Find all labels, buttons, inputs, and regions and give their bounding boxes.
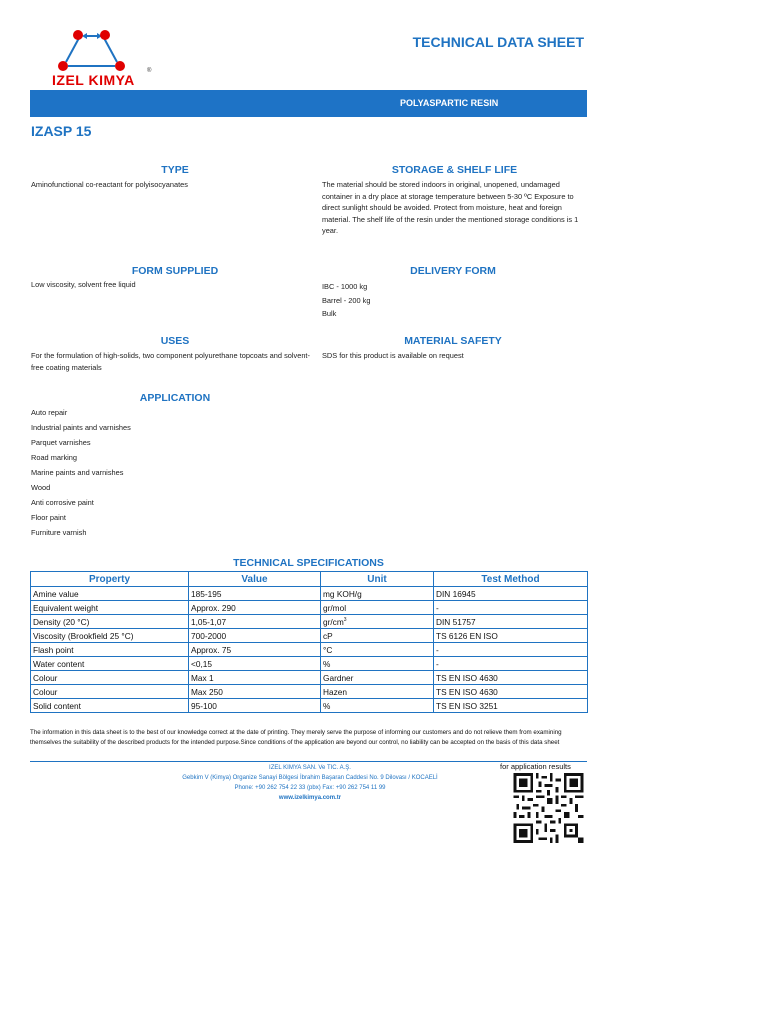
- cell-test-method: DIN 51757: [434, 615, 588, 629]
- cell-property: Colour: [31, 671, 189, 685]
- cell-value: 95-100: [189, 699, 321, 713]
- product-banner: [30, 90, 587, 117]
- footer-website-link[interactable]: www.izelkimya.com.tr: [278, 795, 342, 801]
- specs-table: [30, 571, 588, 713]
- unit-text: gr/cm: [323, 616, 344, 627]
- cell-property: Viscosity (Brookfield 25 °C): [31, 629, 189, 643]
- cell-test-method: TS EN ISO 4630: [434, 685, 588, 699]
- application-item: Marine paints and varnishes: [31, 468, 124, 477]
- table-row: [31, 671, 588, 685]
- storage-title: STORAGE & SHELF LIFE: [391, 164, 518, 176]
- delivery-item: Barrel - 200 kg: [322, 295, 371, 305]
- cell-test-method: TS 6126 EN ISO: [434, 629, 588, 643]
- cell-test-method: -: [434, 601, 588, 615]
- unit-superscript: 3: [343, 616, 347, 623]
- disclaimer-text: The information in this data sheet is to the best of our knowledge correct at the date of printing. They merely serve the purpose of informing our customers and do not relieve them from examining themselves the suitability of the described products for the intended purpose.Since conditions of the application are beyond our control, no liability can be accepted on the basis of this data sheet: [30, 729, 562, 746]
- cell-property: Flash point: [31, 643, 189, 657]
- cell-property: Water content: [31, 657, 189, 671]
- table-row: [31, 699, 588, 713]
- form-supplied-title: FORM SUPPLIED: [131, 265, 219, 277]
- cell-test-method: -: [434, 657, 588, 671]
- banner-text: POLYASPARTIC RESIN: [400, 98, 499, 108]
- application-item: Anti corrosive paint: [31, 498, 94, 507]
- cell-value: Approx. 290: [189, 601, 321, 615]
- cell-property: Density (20 °C): [31, 615, 189, 629]
- delivery-item: IBC - 1000 kg: [322, 282, 368, 291]
- table-row: [31, 587, 588, 601]
- cell-property: Amine value: [31, 587, 189, 601]
- cell-unit: %: [321, 657, 434, 671]
- application-list: [31, 405, 281, 540]
- application-item: Wood: [31, 483, 51, 492]
- cell-test-method: TS EN ISO 3251: [434, 699, 588, 713]
- cell-value: Max 250: [189, 685, 321, 699]
- uses-title: USES: [160, 335, 190, 347]
- cell-property: Colour: [31, 685, 189, 699]
- cell-unit: Hazen: [321, 685, 434, 699]
- table-row: [31, 685, 588, 699]
- cell-value: Max 1: [189, 671, 321, 685]
- table-row: [31, 615, 588, 629]
- cell-property: Solid content: [31, 699, 189, 713]
- delivery-list: [322, 280, 522, 321]
- footer-phone: Phone: +90 262 754 22 33 (pbx) Fax: +90 262 754 11 99: [234, 785, 386, 791]
- cell-unit: °C: [321, 643, 434, 657]
- cell-unit: cP: [321, 629, 434, 643]
- table-row: [31, 657, 588, 671]
- footer-company: IZEL KIMYA SAN. Ve TIC. A.Ş.: [269, 765, 351, 771]
- delivery-item: Bulk: [322, 309, 337, 318]
- registered-mark: ®: [147, 68, 152, 74]
- cell-value: Approx. 75: [189, 643, 321, 657]
- table-row: [31, 601, 588, 615]
- cell-value: 1,05-1,07: [189, 615, 321, 629]
- delivery-form-title: DELIVERY FORM: [410, 265, 496, 277]
- cell-test-method: -: [434, 643, 588, 657]
- cell-unit: Gardner: [321, 671, 434, 685]
- cell-test-method: TS EN ISO 4630: [434, 671, 588, 685]
- header-value: Value: [189, 572, 321, 587]
- uses-text: For the formulation of high-solids, two component polyurethane topcoats and solvent-free coating materials: [31, 351, 310, 372]
- cell-value: 185-195: [189, 587, 321, 601]
- header-test-method: Test Method: [434, 572, 588, 587]
- form-supplied-text: Low viscosity, solvent free liquid: [31, 280, 136, 289]
- material-safety-title: MATERIAL SAFETY: [404, 335, 502, 347]
- application-item: Furniture varnish: [31, 528, 87, 537]
- specs-title: TECHNICAL SPECIFICATIONS: [233, 557, 384, 569]
- cell-test-method: DIN 16945: [434, 587, 588, 601]
- footer-address: Gebkim V (Kimya) Organize Sanayi Bölgesi İbrahim Başaran Caddesi No. 9 Dilovası / KOCAELİ: [182, 775, 438, 781]
- application-item: Parquet varnishes: [31, 438, 91, 447]
- header-property: Property: [31, 572, 189, 587]
- header-unit: Unit: [321, 572, 434, 587]
- cell-property: Equivalent weight: [31, 601, 189, 615]
- table-row: [31, 643, 588, 657]
- footer-contact: [150, 763, 470, 803]
- material-safety-text: SDS for this product is available on request: [322, 351, 464, 360]
- qr-label: for application results: [500, 762, 571, 771]
- application-item: Industrial paints and varnishes: [31, 423, 131, 432]
- type-text: Aminofunctional co-reactant for polyisocyanates: [31, 180, 188, 189]
- logo-text: IZEL KIMYA: [52, 72, 135, 88]
- application-title: APPLICATION: [139, 392, 211, 404]
- type-title: TYPE: [161, 164, 189, 176]
- qr-code-icon[interactable]: [511, 773, 586, 843]
- cell-unit: %: [321, 699, 434, 713]
- cell-unit: gr/mol: [321, 601, 434, 615]
- application-item: Floor paint: [31, 513, 66, 522]
- table-row: [31, 629, 588, 643]
- cell-value: <0,15: [189, 657, 321, 671]
- cell-unit: [321, 615, 434, 629]
- storage-text: The material should be stored indoors in original, unopened, undamaged container in a dry place at storage temperature between 5-30 ºC Exposure to direct sunlight should be avoided. Protect from moisture, heat and foreign material. The shelf life of the resin under the mentioned storage conditions is 1 year.: [322, 180, 579, 235]
- product-name: IZASP 15: [31, 123, 92, 139]
- application-item: Road marking: [31, 453, 78, 462]
- cell-value: 700-2000: [189, 629, 321, 643]
- specs-header-row: [31, 572, 588, 587]
- cell-unit: mg KOH/g: [321, 587, 434, 601]
- document-title: TECHNICAL DATA SHEET: [412, 34, 584, 50]
- application-item: Auto repair: [31, 408, 68, 417]
